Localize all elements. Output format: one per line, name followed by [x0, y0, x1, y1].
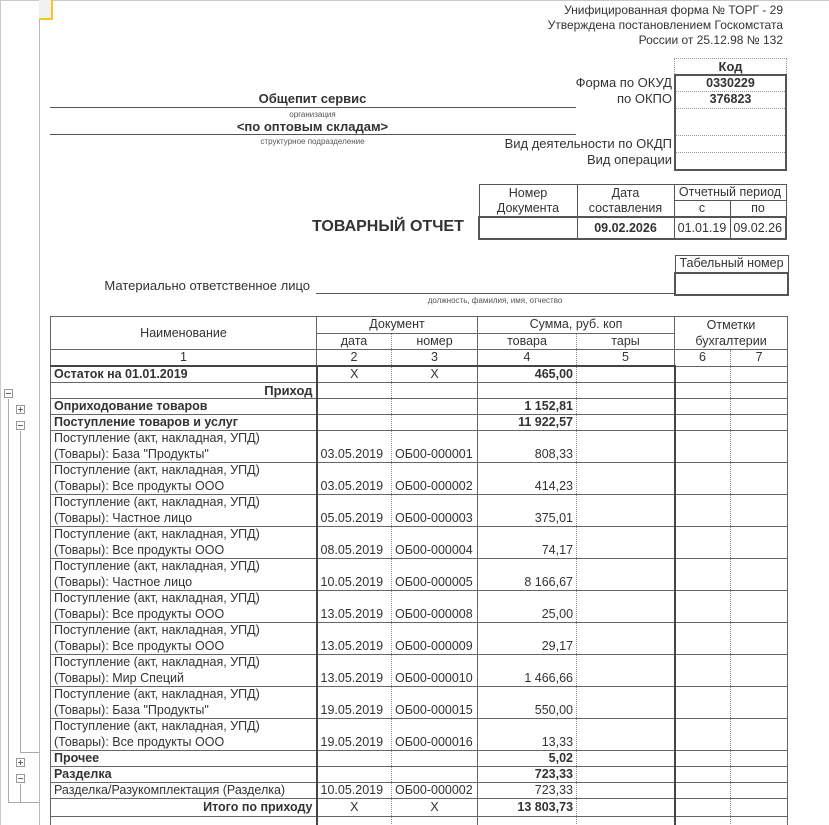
table-row[interactable] [51, 591, 788, 623]
receipt-number: ОБ00-000008 [392, 591, 478, 623]
receipt-goods: 74,17 [478, 527, 577, 559]
collapse-income-icon[interactable] [4, 389, 13, 398]
grouping-gutter-divider [39, 0, 40, 825]
table-row-group-oprikhodovanie[interactable] [51, 399, 788, 415]
header-sum: Сумма, руб. коп [478, 317, 675, 334]
okpo-label: по ОКПО [616, 91, 672, 106]
tree-line-postuplenie-end [20, 752, 39, 753]
table-row-income-total[interactable] [51, 799, 788, 817]
receipt-number: ОБ00-000016 [392, 719, 478, 751]
opening-goods: 465,00 [478, 366, 577, 383]
table-row[interactable] [51, 623, 788, 655]
collapse-postuplenie-icon[interactable] [16, 421, 25, 430]
opening-tare [577, 366, 675, 383]
income-total-name: Итого по приходу [51, 799, 317, 817]
receipt-number: ОБ00-000003 [392, 495, 478, 527]
okdp-value[interactable] [676, 136, 785, 153]
doc-date-value[interactable]: 09.02.2026 [577, 217, 674, 239]
code-empty-row[interactable] [676, 109, 785, 136]
tab-number-table [674, 255, 789, 296]
period-to-header: по [730, 201, 786, 218]
doc-number-value[interactable] [479, 217, 577, 239]
operation-type-label: Вид операции [586, 152, 672, 167]
document-title: ТОВАРНЫЙ ОТЧЕТ [312, 218, 464, 235]
tree-line-postuplenie [20, 431, 21, 752]
col-num-5: 5 [577, 350, 675, 367]
okud-label: Форма по ОКУД [575, 75, 672, 90]
table-row-group-postuplenie[interactable] [51, 415, 788, 431]
document-header-table [478, 184, 787, 240]
header-document: Документ [317, 317, 478, 334]
receipt-date: 03.05.2019 [317, 431, 392, 463]
period-from-header: с [674, 201, 730, 218]
income-section-title: Приход [51, 383, 317, 399]
receipt-name: Поступление (акт, накладная, УПД) (Товары): Все продукты ООО [51, 527, 317, 559]
receipt-date: 10.05.2019 [317, 559, 392, 591]
frame-top-border [0, 0, 829, 1]
doc-date-header: Дата составления [577, 185, 674, 218]
organization-name[interactable]: Общепит сервис [258, 91, 367, 106]
tree-line-income [8, 399, 9, 802]
receipt-number: ОБ00-000015 [392, 687, 478, 719]
razdelka-doc-name: Разделка/Разукомплектация (Разделка) [51, 783, 317, 799]
division-name[interactable]: <по оптовым складам> [236, 119, 389, 134]
table-row-partial [51, 817, 788, 825]
header-doc-date: дата [317, 333, 392, 350]
receipt-number: ОБ00-000009 [392, 623, 478, 655]
table-row-income-section[interactable] [51, 383, 788, 399]
collapse-razdelka-icon[interactable] [16, 774, 25, 783]
table-row-group-prochee[interactable] [51, 751, 788, 767]
receipt-goods: 29,17 [478, 623, 577, 655]
receipt-date: 13.05.2019 [317, 655, 392, 687]
header-sum-tare: тары [577, 333, 675, 350]
table-row[interactable] [51, 687, 788, 719]
table-row[interactable] [51, 527, 788, 559]
form-header-line2: Утверждена постановлением Госкомстата [547, 18, 783, 32]
receipt-date: 19.05.2019 [317, 687, 392, 719]
responsible-person-caption: должность, фамилия, имя, отчество [427, 296, 563, 305]
receipt-number: ОБ00-000004 [392, 527, 478, 559]
opening-number: X [392, 366, 478, 383]
opening-mark7 [731, 366, 788, 383]
table-row-opening[interactable] [51, 366, 788, 383]
table-row[interactable] [51, 719, 788, 751]
frame-left-border [0, 0, 1, 825]
income-total-date: X [317, 799, 392, 817]
receipt-name: Поступление (акт, накладная, УПД) (Товары): Частное лицо [51, 559, 317, 591]
division-underline [50, 134, 576, 135]
opening-mark6 [675, 366, 731, 383]
goods-report-table [50, 316, 788, 825]
receipt-number: ОБ00-000001 [392, 431, 478, 463]
table-row-group-razdelka[interactable] [51, 767, 788, 783]
header-name: Наименование [51, 317, 317, 350]
division-caption: структурное подразделение [260, 137, 365, 146]
group-name: Поступление товаров и услуг [51, 415, 317, 431]
receipt-number: ОБ00-000005 [392, 559, 478, 591]
doc-number-header: Номер Документа [479, 185, 577, 218]
col-num-1: 1 [51, 350, 317, 367]
tab-number-header: Табельный номер [675, 256, 788, 273]
receipt-goods: 375,01 [478, 495, 577, 527]
receipt-number: ОБ00-000010 [392, 655, 478, 687]
group-name: Разделка [51, 767, 317, 783]
okud-value[interactable]: 0330229 [676, 76, 785, 92]
code-header: Код [674, 58, 787, 74]
receipt-name: Поступление (акт, накладная, УПД) (Товары): База "Продукты" [51, 687, 317, 719]
okpo-value[interactable]: 376823 [676, 92, 785, 109]
period-from-value[interactable]: 01.01.19 [674, 217, 730, 239]
receipt-date: 19.05.2019 [317, 719, 392, 751]
group-goods: 11 922,57 [478, 415, 577, 431]
group-goods: 5,02 [478, 751, 577, 767]
header-doc-number: номер [392, 333, 478, 350]
opening-date: X [317, 366, 392, 383]
col-num-3: 3 [392, 350, 478, 367]
table-row[interactable] [51, 783, 788, 799]
organization-caption: организация [289, 110, 336, 119]
receipt-number: ОБ00-000002 [392, 463, 478, 495]
receipt-goods: 8 166,67 [478, 559, 577, 591]
form-header-line3: России от 25.12.98 № 132 [638, 33, 783, 47]
receipt-name: Поступление (акт, накладная, УПД) (Товары): Частное лицо [51, 495, 317, 527]
receipt-goods: 808,33 [478, 431, 577, 463]
razdelka-doc-goods: 723,33 [478, 783, 577, 799]
tab-number-value[interactable] [675, 273, 788, 295]
responsible-person-label: Материально ответственное лицо [104, 278, 310, 293]
receipt-goods: 414,23 [478, 463, 577, 495]
header-accounting-marks: Отметки бухгалтерии [675, 317, 788, 350]
receipt-date: 08.05.2019 [317, 527, 392, 559]
organization-underline [50, 107, 576, 108]
opening-name: Остаток на 01.01.2019 [51, 366, 317, 383]
receipt-name: Поступление (акт, накладная, УПД) (Товары): Все продукты ООО [51, 591, 317, 623]
table-row[interactable] [51, 431, 788, 463]
receipt-date: 13.05.2019 [317, 591, 392, 623]
col-num-4: 4 [478, 350, 577, 367]
active-cell-cursor[interactable] [39, 0, 53, 20]
table-row[interactable] [51, 559, 788, 591]
group-goods: 1 152,81 [478, 399, 577, 415]
expand-prochee-icon[interactable] [16, 758, 25, 767]
col-num-2: 2 [317, 350, 392, 367]
expand-oprikhodovanie-icon[interactable] [16, 405, 25, 414]
period-header: Отчетный период [674, 185, 786, 201]
period-to-value[interactable]: 09.02.26 [730, 217, 786, 239]
table-row[interactable] [51, 463, 788, 495]
receipt-goods: 25,00 [478, 591, 577, 623]
receipt-goods: 13,33 [478, 719, 577, 751]
table-row[interactable] [51, 495, 788, 527]
receipt-date: 13.05.2019 [317, 623, 392, 655]
operation-type-value[interactable] [676, 153, 785, 169]
razdelka-doc-date: 10.05.2019 [317, 783, 392, 799]
group-goods: 723,33 [478, 767, 577, 783]
col-num-7: 7 [731, 350, 788, 367]
receipt-goods: 1 466,66 [478, 655, 577, 687]
income-total-number: X [392, 799, 478, 817]
responsible-person-underline[interactable] [316, 293, 674, 294]
table-row[interactable] [51, 655, 788, 687]
tree-line-income-end [8, 802, 39, 803]
form-header-line1: Унифицированная форма № ТОРГ - 29 [564, 3, 783, 17]
group-name: Оприходование товаров [51, 399, 317, 415]
tree-line-razdelka [20, 784, 21, 802]
col-num-6: 6 [675, 350, 731, 367]
receipt-name: Поступление (акт, накладная, УПД) (Товары): База "Продукты" [51, 431, 317, 463]
receipt-date: 03.05.2019 [317, 463, 392, 495]
receipt-date: 05.05.2019 [317, 495, 392, 527]
receipt-name: Поступление (акт, накладная, УПД) (Товары): Все продукты ООО [51, 463, 317, 495]
code-box [674, 58, 787, 171]
receipt-goods: 550,00 [478, 687, 577, 719]
receipt-name: Поступление (акт, накладная, УПД) (Товары): Мир Специй [51, 655, 317, 687]
okdp-label: Вид деятельности по ОКДП [504, 136, 672, 151]
income-total-goods: 13 803,73 [478, 799, 577, 817]
header-sum-goods: товара [478, 333, 577, 350]
receipt-name: Поступление (акт, накладная, УПД) (Товары): Все продукты ООО [51, 623, 317, 655]
receipt-name: Поступление (акт, накладная, УПД) (Товары): Все продукты ООО [51, 719, 317, 751]
group-name: Прочее [51, 751, 317, 767]
razdelka-doc-number: ОБ00-000002 [392, 783, 478, 799]
